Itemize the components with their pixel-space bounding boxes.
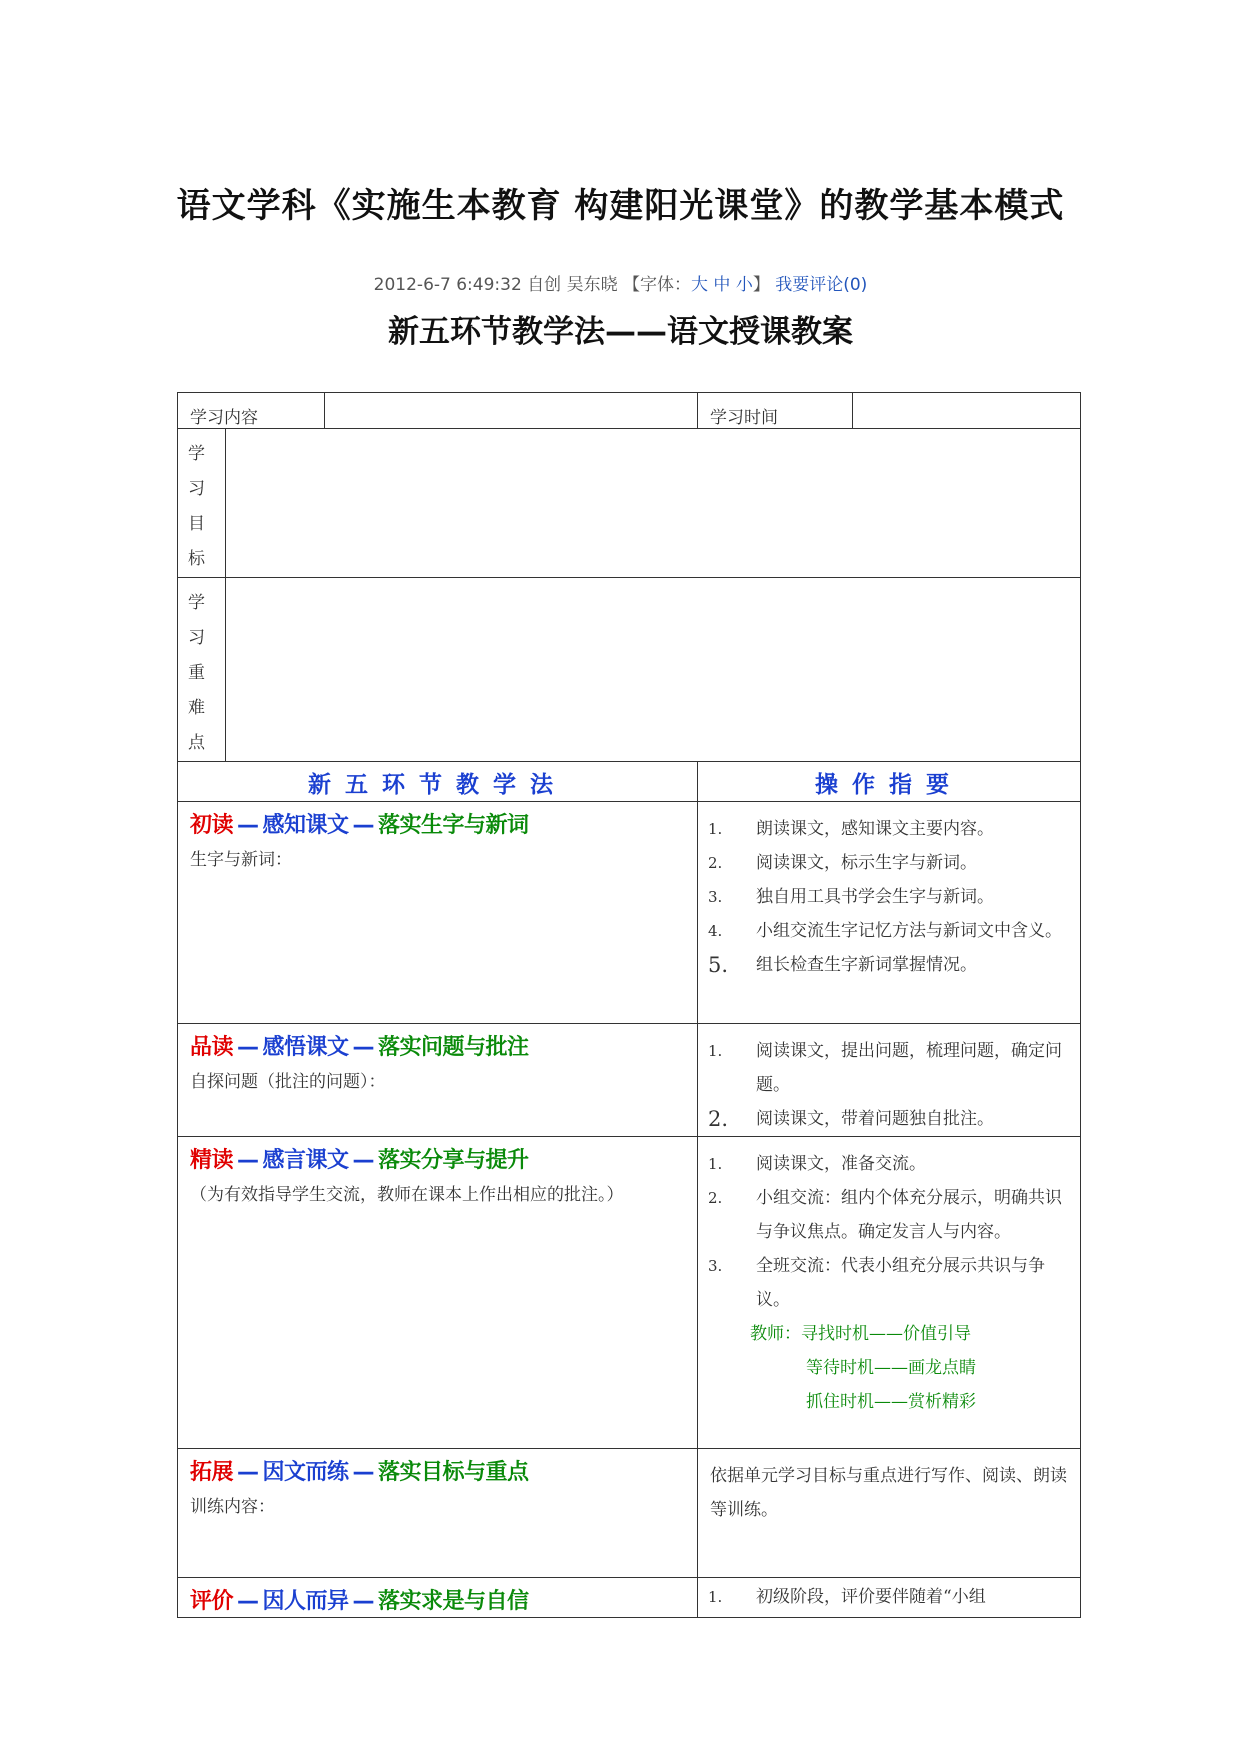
stage-method-cell bbox=[178, 1024, 698, 1137]
goal-label-cell bbox=[178, 429, 226, 578]
stage-title: 评价 — 因人而异 — 落实求是与自信 bbox=[190, 1589, 529, 1614]
article-meta bbox=[0, 270, 1241, 295]
guide-text: 依据单元学习目标与重点进行写作、阅读、朗读等训练。 bbox=[710, 1466, 1067, 1520]
stage-title: 初读 — 感知课文 — 落实生字与新词 bbox=[190, 813, 529, 838]
guide-steps-list bbox=[698, 1578, 1080, 1614]
stage-guide-cell bbox=[698, 1137, 1081, 1449]
stage-description: 自探问题（批注的问题）： bbox=[190, 1072, 386, 1092]
stage-title: 品读 — 感悟课文 — 落实问题与批注 bbox=[190, 1035, 529, 1060]
list-item: 4. 小组交流生字记忆方法与新词文中含义。 bbox=[708, 921, 1062, 941]
stage-guide-cell bbox=[698, 802, 1081, 1024]
publish-date: 2012-6-7 6:49:32 bbox=[373, 275, 522, 295]
stage-method-cell bbox=[178, 1137, 698, 1449]
header-info-row bbox=[178, 393, 1081, 429]
difficulty-field[interactable] bbox=[226, 578, 1081, 762]
comment-link[interactable]: 我要评论(0) bbox=[775, 275, 868, 295]
goal-row bbox=[178, 429, 1081, 578]
source-label: 自创 bbox=[527, 275, 562, 295]
font-size-suffix: 】 bbox=[752, 275, 770, 295]
font-small-link[interactable]: 小 bbox=[735, 275, 753, 295]
list-item: 3. 独自用工具书学会生字与新词。 bbox=[708, 887, 994, 907]
guide-steps-list bbox=[698, 1137, 1080, 1317]
stage-guide-cell bbox=[698, 1024, 1081, 1137]
study-content-field[interactable] bbox=[325, 393, 698, 429]
stage-goal: 落实问题与批注 bbox=[378, 1035, 529, 1060]
stage-row-1 bbox=[178, 802, 1081, 1024]
stage-goal: 落实分享与提升 bbox=[378, 1148, 529, 1173]
study-time-field[interactable] bbox=[853, 393, 1081, 429]
stage-name: 初读 bbox=[190, 813, 234, 838]
stage-action: 因文而练 bbox=[262, 1460, 349, 1485]
list-item: 1. 朗读课文，感知课文主要内容。 bbox=[708, 819, 994, 839]
guide-steps-list bbox=[698, 1024, 1080, 1136]
stage-description: （为有效指导学生交流，教师在课本上作出相应的批注。） bbox=[190, 1185, 624, 1205]
author-name: 吴东晓 bbox=[566, 275, 618, 295]
method-column-header: 新五环节教学法 bbox=[308, 772, 567, 798]
stage-action: 感悟课文 bbox=[262, 1035, 349, 1060]
stage-name: 精读 bbox=[190, 1148, 234, 1173]
method-header-cell bbox=[178, 762, 698, 802]
list-item: 1. 初级阶段，评价要伴随着“小组 bbox=[708, 1587, 986, 1607]
goal-field[interactable] bbox=[226, 429, 1081, 578]
stage-method-cell bbox=[178, 802, 698, 1024]
stage-name: 评价 bbox=[190, 1589, 234, 1614]
font-size-prefix: 【字体： bbox=[623, 275, 691, 295]
stage-name: 拓展 bbox=[190, 1460, 234, 1485]
stage-description: 生字与新词： bbox=[190, 850, 292, 870]
stage-title: 拓展 — 因文而练 — 落实目标与重点 bbox=[190, 1460, 529, 1485]
study-time-label: 学习时间 bbox=[710, 408, 778, 428]
stage-row-4 bbox=[178, 1449, 1081, 1578]
method-header-row bbox=[178, 762, 1081, 802]
study-content-label: 学习内容 bbox=[190, 408, 258, 428]
guide-header-cell bbox=[698, 762, 1081, 802]
stage-guide-cell bbox=[698, 1578, 1081, 1618]
stage-goal: 落实求是与自信 bbox=[378, 1589, 529, 1614]
lesson-subtitle: 新五环节教学法——语文授课教案 bbox=[388, 314, 853, 350]
list-item: 1. 阅读课文，准备交流。 bbox=[708, 1154, 926, 1174]
stage-title: 精读 — 感言课文 — 落实分享与提升 bbox=[190, 1148, 529, 1173]
goal-label: 学 习 目 标 bbox=[188, 444, 205, 569]
stage-action: 感言课文 bbox=[262, 1148, 349, 1173]
page-title: 语文学科《实施生本教育 构建阳光课堂》的教学基本模式 bbox=[176, 186, 1065, 226]
difficulty-row bbox=[178, 578, 1081, 762]
guide-column-header: 操作指要 bbox=[815, 772, 963, 798]
stage-method-cell bbox=[178, 1578, 698, 1618]
guide-steps-list bbox=[698, 802, 1080, 982]
difficulty-label-cell bbox=[178, 578, 226, 762]
stage-row-3 bbox=[178, 1137, 1081, 1449]
teacher-guidance: 教师：寻找时机——价值引导 等待时机——画龙点睛 抓住时机——赏析精彩 bbox=[750, 1324, 976, 1412]
stage-method-cell bbox=[178, 1449, 698, 1578]
stage-row-5 bbox=[178, 1578, 1081, 1618]
stage-guide-cell bbox=[698, 1449, 1081, 1578]
list-item: 3. 全班交流：代表小组充分展示共识与争议。 bbox=[708, 1256, 1045, 1310]
stage-action: 感知课文 bbox=[262, 813, 349, 838]
stage-name: 品读 bbox=[190, 1035, 234, 1060]
stage-row-2 bbox=[178, 1024, 1081, 1137]
font-medium-link[interactable]: 中 bbox=[713, 275, 731, 295]
stage-goal: 落实目标与重点 bbox=[378, 1460, 529, 1485]
stage-goal: 落实生字与新词 bbox=[378, 813, 529, 838]
lesson-plan-table bbox=[177, 392, 1081, 1618]
list-item: 2. 阅读课文，标示生字与新词。 bbox=[708, 853, 977, 873]
list-item: 5. 组长检查生字新词掌握情况。 bbox=[708, 953, 977, 977]
stage-description: 训练内容： bbox=[190, 1497, 275, 1517]
study-content-label-cell bbox=[178, 393, 325, 429]
stage-action: 因人而异 bbox=[262, 1589, 349, 1614]
font-large-link[interactable]: 大 bbox=[691, 275, 708, 295]
list-item: 2. 阅读课文，带着问题独自批注。 bbox=[708, 1107, 994, 1131]
list-item: 2. 小组交流：组内个体充分展示，明确共识与争议焦点。确定发言人与内容。 bbox=[708, 1188, 1062, 1242]
study-time-label-cell bbox=[698, 393, 853, 429]
list-item: 1. 阅读课文，提出问题，梳理问题，确定问题。 bbox=[708, 1041, 1062, 1095]
difficulty-label: 学 习 重 难 点 bbox=[188, 593, 205, 753]
